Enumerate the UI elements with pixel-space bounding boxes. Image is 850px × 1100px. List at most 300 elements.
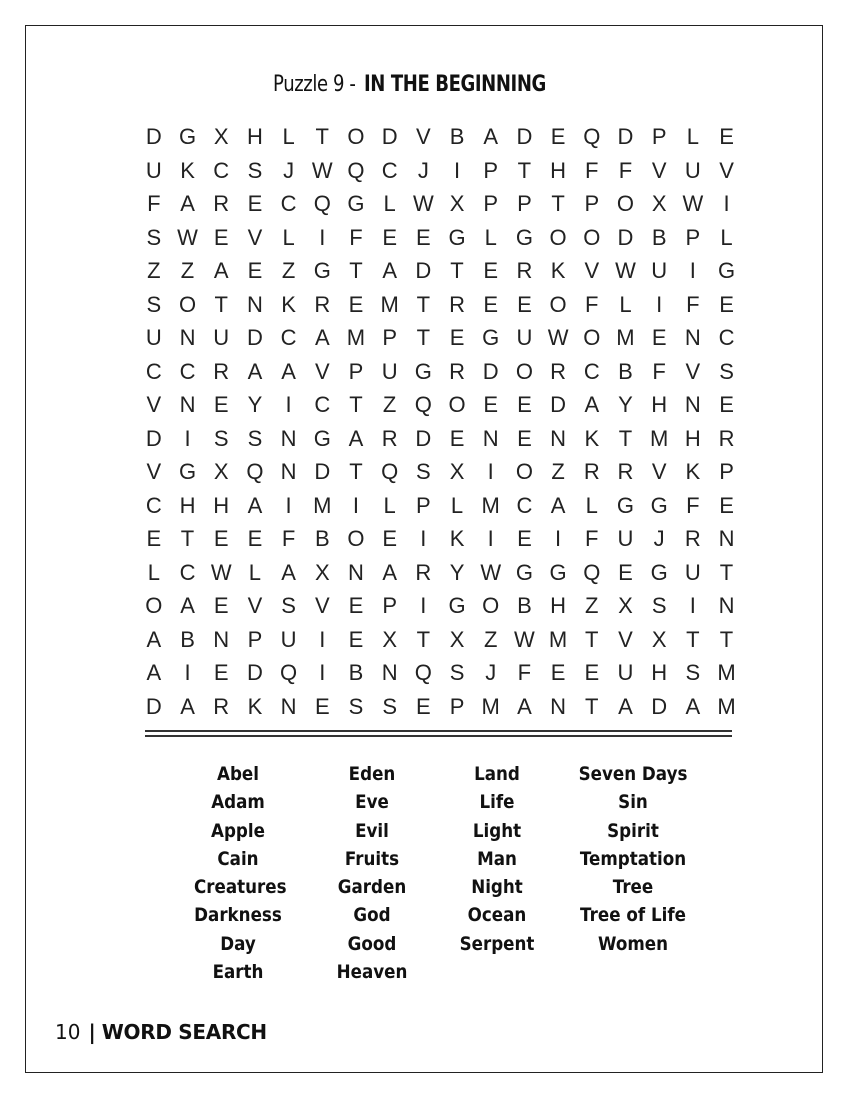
grid-row	[137, 288, 743, 322]
grid-letter: L	[383, 492, 396, 518]
grid-letter: C	[583, 358, 600, 384]
puzzle-title	[0, 72, 850, 97]
grid-letter: K	[584, 425, 600, 451]
grid-letter: M	[346, 325, 366, 350]
grid-letter: D	[516, 124, 533, 149]
grid-letter: J	[417, 157, 429, 183]
grid-letter: N	[348, 559, 364, 585]
grid-letter: E	[348, 593, 364, 618]
grid-letter: O	[583, 325, 601, 350]
grid-letter: R	[583, 459, 600, 484]
grid-letter: W	[615, 258, 636, 283]
grid-letter: C	[516, 492, 533, 518]
grid-letter: E	[517, 291, 532, 317]
grid-letter: D	[550, 392, 567, 417]
grid-letter: A	[685, 693, 701, 719]
grid-letter: R	[213, 693, 230, 719]
grid-row	[137, 556, 743, 590]
grid-letter: F	[147, 191, 161, 216]
word-list-item: Fruits	[344, 847, 400, 870]
grid-letter: O	[616, 191, 635, 216]
grid-letter: X	[213, 124, 229, 149]
grid-letter: E	[146, 526, 162, 551]
grid-letter: O	[549, 224, 567, 250]
grid-letter: X	[449, 626, 465, 652]
grid-letter: E	[213, 224, 229, 250]
grid-letter: B	[651, 224, 667, 250]
grid-letter: O	[145, 593, 163, 618]
grid-letter: G	[313, 258, 331, 283]
grid-letter: F	[585, 157, 599, 183]
grid-letter: C	[381, 157, 398, 183]
grid-letter: S	[146, 224, 162, 250]
grid-letter: E	[382, 526, 397, 551]
grid-letter: W	[177, 224, 198, 250]
grid-letter: I	[184, 660, 191, 685]
grid-letter: M	[548, 626, 568, 652]
grid-letter: I	[487, 459, 494, 484]
grid-letter: S	[685, 660, 701, 685]
grid-letter: E	[719, 392, 734, 417]
grid-letter: E	[550, 124, 566, 149]
divider-line-top	[145, 730, 732, 732]
grid-letter: E	[213, 526, 229, 551]
grid-letter: E	[213, 593, 229, 618]
grid-letter: W	[210, 559, 232, 585]
grid-letter: H	[246, 124, 263, 149]
grid-letter: U	[280, 626, 297, 652]
grid-letter: C	[145, 492, 162, 518]
grid-letter: A	[550, 492, 566, 518]
grid-letter: P	[517, 191, 532, 216]
grid-letter: M	[717, 660, 736, 685]
grid-letter: D	[246, 660, 263, 685]
grid-letter: F	[618, 157, 633, 183]
grid-letter: D	[415, 425, 432, 451]
grid-letter: G	[313, 425, 331, 451]
grid-letter: I	[184, 425, 191, 451]
grid-letter: O	[583, 224, 601, 250]
grid-letter: J	[485, 660, 497, 685]
grid-letter: M	[481, 693, 500, 719]
grid-letter: I	[319, 626, 326, 652]
grid-letter: R	[314, 291, 331, 317]
grid-letter: L	[282, 224, 295, 250]
grid-letter: E	[247, 258, 263, 283]
grid-letter: N	[482, 425, 499, 451]
grid-letter: R	[516, 258, 533, 283]
grid-letter: A	[247, 358, 263, 384]
grid-letter: R	[449, 291, 465, 317]
grid-letter: D	[145, 124, 162, 149]
grid-letter: G	[515, 224, 533, 250]
grid-letter: V	[651, 157, 667, 183]
grid-letter: E	[247, 526, 263, 551]
grid-letter: H	[684, 425, 701, 451]
grid-letter: C	[280, 325, 297, 350]
grid-letter: P	[483, 191, 499, 216]
word-list-item: Land	[474, 763, 520, 785]
word-list-item: Ocean	[467, 904, 527, 927]
grid-letter: R	[550, 358, 567, 384]
grid-letter: G	[650, 559, 668, 585]
word-list-item: Good	[347, 932, 397, 955]
grid-letter: P	[483, 157, 499, 183]
grid-letter: T	[416, 325, 431, 350]
grid-letter: P	[651, 124, 667, 149]
grid-letter: Z	[281, 258, 296, 283]
grid-letter: D	[482, 358, 499, 384]
grid-row	[137, 422, 743, 456]
grid-letter: A	[146, 626, 162, 652]
grid-row	[137, 489, 743, 523]
grid-letter: I	[689, 593, 696, 618]
grid-letter: E	[618, 559, 633, 585]
grid-letter: D	[617, 124, 634, 149]
grid-letter: I	[453, 157, 461, 183]
word-list-item: Eden	[348, 763, 396, 785]
grid-row	[137, 221, 743, 255]
grid-letter: D	[314, 459, 331, 484]
grid-letter: O	[515, 459, 533, 484]
grid-letter: O	[549, 291, 567, 317]
grid-letter: U	[684, 559, 701, 585]
word-list-item: Adam	[211, 791, 265, 814]
grid-row	[137, 355, 743, 389]
word-list-item: Temptation	[579, 847, 687, 870]
grid-row	[137, 388, 743, 422]
grid-letter: T	[585, 626, 599, 652]
grid-letter: X	[651, 626, 667, 652]
grid-letter: W	[412, 191, 434, 216]
grid-letter: T	[416, 291, 431, 317]
word-column-2	[322, 760, 422, 986]
grid-letter: R	[718, 425, 735, 451]
grid-letter: Q	[381, 459, 399, 484]
grid-letter: Y	[618, 392, 633, 417]
grid-letter: T	[719, 559, 734, 585]
grid-letter: I	[723, 191, 730, 216]
grid-row	[137, 321, 743, 355]
grid-letter: I	[420, 593, 427, 618]
grid-letter: V	[314, 358, 330, 384]
grid-letter: P	[719, 459, 734, 484]
grid-letter: G	[414, 358, 432, 384]
grid-letter: P	[382, 325, 397, 350]
grid-letter: W	[480, 559, 502, 585]
grid-letter: H	[651, 660, 668, 685]
grid-letter: G	[448, 224, 466, 250]
grid-letter: O	[448, 392, 466, 417]
grid-letter: G	[515, 559, 533, 585]
word-column-3	[447, 760, 547, 958]
grid-letter: S	[449, 660, 465, 685]
grid-letter: F	[652, 358, 666, 384]
grid-letter: U	[617, 660, 634, 685]
grid-letter: W	[682, 191, 704, 216]
grid-letter: R	[213, 358, 230, 384]
grid-letter: Q	[583, 124, 601, 149]
grid-letter: P	[416, 492, 431, 518]
grid-letter: C	[179, 559, 196, 585]
grid-letter: M	[616, 325, 635, 350]
grid-letter: Z	[147, 258, 161, 283]
grid-letter: N	[213, 626, 230, 652]
word-list-item: Seven Days	[578, 763, 688, 785]
grid-letter: G	[616, 492, 635, 518]
grid-letter: K	[281, 291, 296, 317]
puzzle-name: IN THE BEGINNING	[364, 72, 547, 97]
grid-letter: M	[481, 492, 500, 518]
grid-letter: E	[517, 392, 532, 417]
grid-letter: N	[280, 693, 297, 719]
grid-letter: W	[547, 325, 569, 350]
grid-row	[137, 690, 743, 724]
grid-letter: V	[247, 593, 263, 618]
word-list-item: Women	[597, 932, 668, 955]
grid-letter: S	[382, 693, 397, 719]
page-footer	[55, 1020, 267, 1044]
grid-letter: A	[281, 559, 296, 585]
puzzle-number: Puzzle 9 -	[272, 72, 356, 97]
divider-line-bottom	[145, 735, 732, 737]
grid-letter: N	[280, 459, 297, 484]
grid-letter: O	[347, 124, 365, 149]
grid-letter: Q	[414, 660, 432, 685]
grid-letter: I	[285, 492, 292, 518]
grid-letter: E	[213, 392, 229, 417]
grid-letter: I	[487, 526, 494, 551]
word-list-item: Garden	[337, 876, 407, 899]
grid-letter: O	[515, 358, 533, 384]
grid-letter: N	[179, 325, 196, 350]
grid-letter: P	[584, 191, 600, 216]
grid-letter: T	[349, 258, 363, 283]
grid-letter: I	[352, 492, 360, 518]
grid-letter: A	[584, 392, 600, 417]
grid-letter: Y	[247, 392, 263, 417]
grid-letter: D	[381, 124, 398, 149]
grid-letter: L	[282, 124, 295, 149]
grid-letter: E	[247, 191, 263, 216]
grid-letter: R	[213, 191, 230, 216]
grid-letter: C	[314, 392, 331, 417]
grid-letter: K	[247, 693, 263, 719]
grid-letter: E	[348, 626, 364, 652]
grid-letter: E	[382, 224, 397, 250]
grid-letter: A	[618, 693, 633, 719]
grid-letter: C	[179, 358, 196, 384]
grid-letter: H	[550, 157, 567, 183]
grid-letter: V	[247, 224, 263, 250]
grid-letter: E	[719, 124, 734, 149]
grid-letter: S	[651, 593, 667, 618]
grid-letter: Q	[313, 191, 331, 216]
grid-letter: B	[180, 626, 195, 652]
grid-letter: B	[517, 593, 532, 618]
grid-row	[137, 656, 743, 690]
word-column-1	[188, 760, 288, 986]
grid-letter: J	[283, 157, 295, 183]
grid-letter: N	[246, 291, 263, 317]
grid-letter: R	[684, 526, 701, 551]
grid-row	[137, 589, 743, 623]
grid-letter: B	[618, 358, 633, 384]
grid-letter: W	[311, 157, 333, 183]
grid-letter: L	[383, 191, 396, 216]
grid-letter: E	[651, 325, 667, 350]
grid-letter: O	[178, 291, 197, 317]
grid-letter: D	[145, 425, 162, 451]
grid-letter: E	[314, 693, 330, 719]
grid-letter: N	[280, 425, 297, 451]
grid-letter: I	[689, 258, 696, 283]
grid-letter: V	[314, 593, 330, 618]
grid-letter: E	[550, 660, 566, 685]
grid-letter: X	[651, 191, 667, 216]
word-list-item: Day	[220, 932, 256, 955]
grid-letter: V	[651, 459, 667, 484]
grid-letter: G	[448, 593, 466, 618]
grid-letter: T	[551, 191, 565, 216]
page-number: 10	[55, 1020, 81, 1044]
grid-row	[137, 455, 743, 489]
grid-letter: E	[483, 258, 499, 283]
grid-letter: I	[319, 660, 326, 685]
grid-letter: Q	[583, 559, 601, 585]
grid-letter: T	[618, 425, 633, 451]
grid-letter: G	[482, 325, 500, 350]
grid-letter: N	[684, 325, 701, 350]
grid-letter: L	[484, 224, 497, 250]
grid-letter: L	[686, 124, 699, 149]
grid-letter: E	[517, 425, 532, 451]
grid-letter: C	[718, 325, 735, 350]
grid-row	[137, 154, 743, 188]
grid-letter: Q	[414, 392, 432, 417]
grid-letter: T	[686, 626, 700, 652]
grid-letter: E	[416, 224, 431, 250]
word-list-item: Creatures	[194, 876, 287, 899]
grid-letter: A	[382, 258, 397, 283]
grid-letter: E	[517, 526, 532, 551]
grid-letter: P	[449, 693, 465, 719]
grid-letter: M	[649, 425, 669, 451]
grid-letter: T	[180, 526, 195, 551]
grid-letter: F	[281, 526, 296, 551]
grid-letter: G	[549, 559, 567, 585]
grid-letter: R	[415, 559, 432, 585]
grid-letter: H	[213, 492, 230, 518]
grid-letter: K	[550, 258, 566, 283]
grid-letter: I	[420, 526, 427, 551]
grid-letter: Q	[280, 660, 298, 685]
grid-letter: I	[555, 526, 562, 551]
grid-letter: A	[281, 358, 296, 384]
grid-letter: D	[651, 693, 668, 719]
grid-letter: P	[247, 626, 263, 652]
grid-letter: S	[281, 593, 296, 618]
grid-letter: T	[450, 258, 464, 283]
grid-letter: V	[618, 626, 633, 652]
word-list-item: Abel	[217, 763, 259, 785]
grid-letter: A	[247, 492, 263, 518]
grid-letter: F	[585, 291, 599, 317]
grid-letter: N	[179, 392, 196, 417]
grid-letter: S	[416, 459, 431, 484]
grid-letter: W	[514, 626, 535, 652]
grid-letter: S	[348, 693, 364, 719]
grid-letter: G	[347, 191, 365, 216]
grid-letter: T	[349, 392, 363, 417]
grid-letter: L	[147, 559, 160, 585]
grid-letter: Q	[246, 459, 264, 484]
grid-letter: E	[416, 693, 431, 719]
grid-letter: N	[684, 392, 701, 417]
grid-letter: T	[517, 157, 532, 183]
grid-letter: G	[650, 492, 668, 518]
grid-letter: H	[651, 392, 668, 417]
grid-letter: V	[146, 459, 162, 484]
grid-letter: U	[516, 325, 533, 350]
grid-letter: I	[656, 291, 663, 317]
grid-row	[137, 623, 743, 657]
word-list-item: Light	[472, 819, 522, 842]
grid-letter: X	[618, 593, 633, 618]
grid-letter: B	[314, 526, 330, 551]
grid-letter: V	[719, 157, 734, 183]
grid-letter: Z	[483, 626, 498, 652]
grid-letter: E	[449, 425, 465, 451]
grid-letter: E	[483, 291, 499, 317]
grid-letter: K	[685, 459, 701, 484]
word-list-item: Cain	[217, 847, 259, 870]
grid-letter: Z	[551, 459, 565, 484]
grid-letter: F	[686, 492, 700, 518]
word-list-item: Sin	[618, 791, 648, 814]
grid-letter: O	[482, 593, 500, 618]
grid-letter: G	[178, 124, 197, 149]
grid-letter: T	[349, 459, 363, 484]
grid-row	[137, 120, 743, 154]
grid-letter: A	[180, 191, 195, 216]
grid-letter: R	[381, 425, 398, 451]
word-list-item: Apple	[211, 819, 265, 842]
grid-letter: T	[416, 626, 431, 652]
grid-letter: U	[145, 325, 162, 350]
grid-letter: L	[720, 224, 733, 250]
grid-letter: S	[213, 425, 229, 451]
grid-letter: B	[348, 660, 364, 685]
grid-letter: T	[585, 693, 599, 719]
grid-letter: Z	[382, 392, 397, 417]
grid-letter: X	[382, 626, 397, 652]
grid-letter: G	[178, 459, 197, 484]
grid-letter: O	[347, 526, 365, 551]
grid-letter: U	[684, 157, 701, 183]
grid-row	[137, 254, 743, 288]
grid-letter: V	[584, 258, 600, 283]
grid-letter: I	[285, 392, 292, 417]
grid-letter: E	[348, 291, 364, 317]
grid-letter: L	[585, 492, 598, 518]
word-list-item: Tree of Life	[580, 904, 686, 927]
grid-letter: E	[213, 660, 229, 685]
grid-letter: S	[247, 157, 263, 183]
grid-letter: A	[382, 559, 397, 585]
grid-letter: N	[550, 425, 567, 451]
grid-letter: T	[214, 291, 228, 317]
